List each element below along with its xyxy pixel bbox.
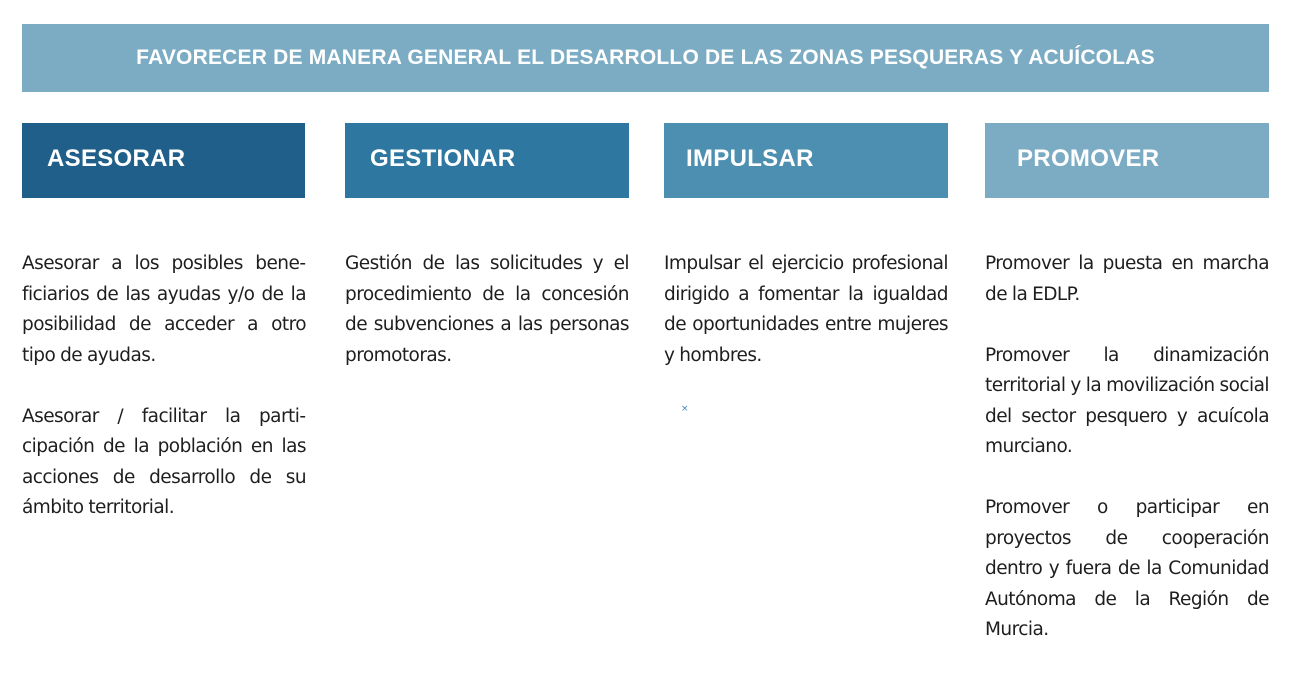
header-promover-label: PROMOVER [1017,145,1160,172]
paragraph: Asesorar / facilitar la participación de la población en las acciones de desarrollo de su ámbito territorial. [22,405,306,518]
column-impulsar-body [664,249,948,402]
banner-title: FAVORECER DE MANERA GENERAL EL DESARROLLO DE LAS ZONAS PESQUERAS Y ACUÍCOLAS [136,46,1155,69]
column-promover-body [985,249,1269,676]
paragraph: Gestión de las solicitudes y el procedimiento de la concesión de subvenciones a las personas promotoras. [345,253,629,366]
header-asesorar-label: ASESORAR [47,145,186,172]
header-promover [985,123,1269,198]
paragraph: Promover o participar en proyectos de cooperación dentro y fuera de la Comunidad Autónoma de la Región de Murcia. [985,497,1269,640]
header-gestionar [345,123,629,198]
column-gestionar-body [345,249,629,402]
paragraph: Promover la puesta en marcha de la EDLP. [985,253,1269,305]
paragraph: Impulsar el ejercicio profesional dirigido a fomentar la igualdad de oportunidades entre mujeres y hombres. [664,253,948,366]
header-impulsar-label: IMPULSAR [686,145,814,172]
header-impulsar [664,123,948,198]
paragraph: Promover la dinamización territorial y la movilización social del sector pesquero y acuícola murciano. [985,344,1269,457]
stray-mark-icon: × [681,404,689,414]
header-asesorar [22,123,305,198]
header-gestionar-label: GESTIONAR [370,145,516,172]
column-asesorar-body [22,249,306,554]
banner [22,24,1269,92]
paragraph: Asesorar a los posibles beneficiarios de las ayudas y/o de la posibilidad de acceder a otro tipo de ayudas. [22,253,306,366]
